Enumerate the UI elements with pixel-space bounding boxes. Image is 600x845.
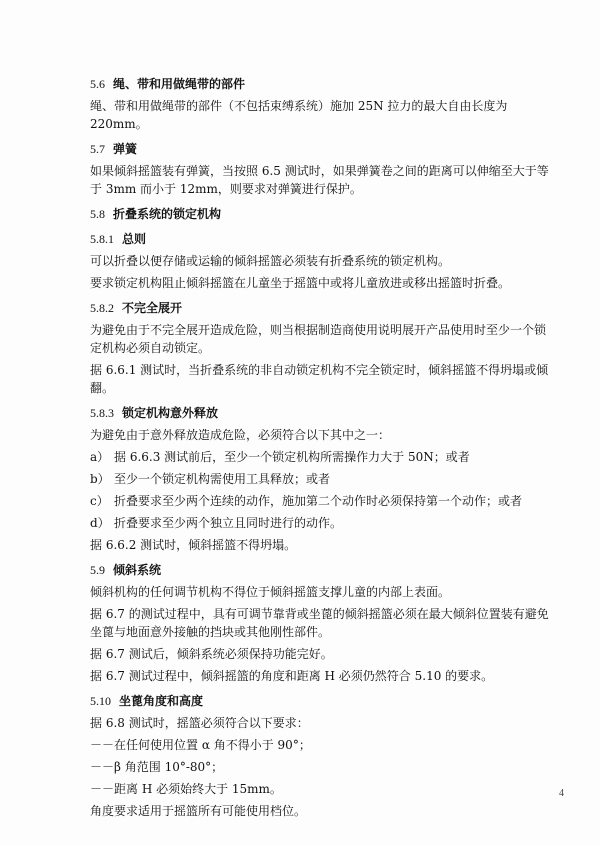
section-number: 5.8.1 — [90, 232, 114, 246]
list-item — [90, 514, 550, 532]
section-number: 5.10 — [90, 694, 111, 708]
section-heading-5-8-1 — [90, 230, 550, 248]
section-title: 总则 — [122, 232, 147, 246]
list-item: －－在任何使用位置 α 角不得小于 90°； — [90, 738, 311, 752]
section-heading-5-8-3 — [90, 404, 550, 422]
section-heading-5-7 — [90, 140, 550, 158]
section-number: 5.9 — [90, 563, 105, 577]
list-marker: a） — [90, 450, 110, 464]
section-title: 倾斜系统 — [113, 563, 162, 577]
list-item: －－β 角范围 10°-80°； — [90, 760, 224, 774]
section-title: 不完全展开 — [122, 301, 183, 315]
section-heading-5-10 — [90, 692, 550, 710]
paragraph: 如果倾斜摇篮装有弹簧，当按照 6.5 测试时，如果弹簧卷之间的距离可以伸缩至大于等于 3mm 而小于 12mm，则要求对弹簧进行保护。 — [90, 164, 549, 196]
paragraph: 据 6.7 的测试过程中，具有可调节靠背或坐蓖的倾斜摇篮必须在最大倾斜位置装有避免坐蓖与地面意外接触的挡块或其他刚性部件。 — [90, 607, 549, 639]
list-item-text: 折叠要求至少两个独立且同时进行的动作。 — [114, 516, 343, 530]
paragraph: 要求锁定机构阻止倾斜摇篮在儿童坐于摇篮中或将儿童放进或移出摇篮时折叠。 — [90, 276, 511, 290]
paragraph: 为避免由于意外释放造成危险，必须符合以下其中之一： — [90, 428, 391, 442]
paragraph: 据 6.8 测试时，摇篮必须符合以下要求： — [90, 716, 309, 730]
paragraph: 据 6.7 测试过程中，倾斜摇篮的角度和距离 H 必须仍然符合 5.10 的要求。 — [90, 669, 494, 683]
section-title: 弹簧 — [113, 142, 138, 156]
section-number: 5.8.2 — [90, 301, 114, 315]
list-marker: b） — [90, 472, 110, 486]
paragraph: 据 6.6.1 测试时，当折叠系统的非自动锁定机构不完全锁定时，倾斜摇篮不得坍塌或倾翻。 — [90, 363, 549, 395]
section-heading-5-6 — [90, 75, 550, 93]
list-item-text: 折叠要求至少两个连续的动作，施加第二个动作时必须保持第一个动作；或者 — [114, 494, 523, 508]
list-item — [90, 492, 550, 510]
section-title: 折叠系统的锁定机构 — [113, 207, 222, 221]
list-item — [90, 448, 550, 466]
paragraph: 角度要求适用于摇篮所有可能使用档位。 — [90, 804, 307, 818]
list-marker: c） — [90, 494, 109, 508]
list-item-text: 据 6.6.3 测试前后，至少一个锁定机构所需操作力大于 50N；或者 — [114, 450, 470, 464]
section-heading-5-8-2 — [90, 299, 550, 317]
section-heading-5-9 — [90, 561, 550, 579]
list-item-text: 至少一个锁定机构需使用工具释放；或者 — [114, 472, 331, 486]
list-item: －－距离 H 必须始终大于 15mm。 — [90, 782, 282, 796]
paragraph: 绳、带和用做绳带的部件（不包括束缚系统）施加 25N 拉力的最大自由长度为 220mm。 — [90, 99, 508, 131]
paragraph: 为避免由于不完全展开造成危险，则当根据制造商使用说明展开产品使用时至少一个锁定机构必须自动锁定。 — [90, 323, 547, 355]
paragraph: 据 6.6.2 测试时，倾斜摇篮不得坍塌。 — [90, 538, 297, 552]
paragraph: 可以折叠以便存储或运输的倾斜摇篮必须装有折叠系统的锁定机构。 — [90, 254, 451, 268]
section-number: 5.8 — [90, 207, 105, 221]
section-number: 5.7 — [90, 142, 105, 156]
section-heading-5-8 — [90, 205, 550, 223]
list-marker: d） — [90, 516, 110, 530]
section-title: 坐蓖角度和高度 — [119, 694, 204, 708]
page-number: 4 — [559, 788, 564, 799]
section-number: 5.6 — [90, 77, 105, 91]
paragraph: 倾斜机构的任何调节机构不得位于倾斜摇篮支撑儿童的内部上表面。 — [90, 585, 451, 599]
paragraph: 据 6.7 测试后，倾斜系统必须保持功能完好。 — [90, 647, 333, 661]
section-title: 绳、带和用做绳带的部件 — [113, 77, 246, 91]
page-content — [90, 68, 550, 824]
list-item — [90, 470, 550, 488]
section-title: 锁定机构意外释放 — [122, 406, 219, 420]
section-number: 5.8.3 — [90, 406, 114, 420]
